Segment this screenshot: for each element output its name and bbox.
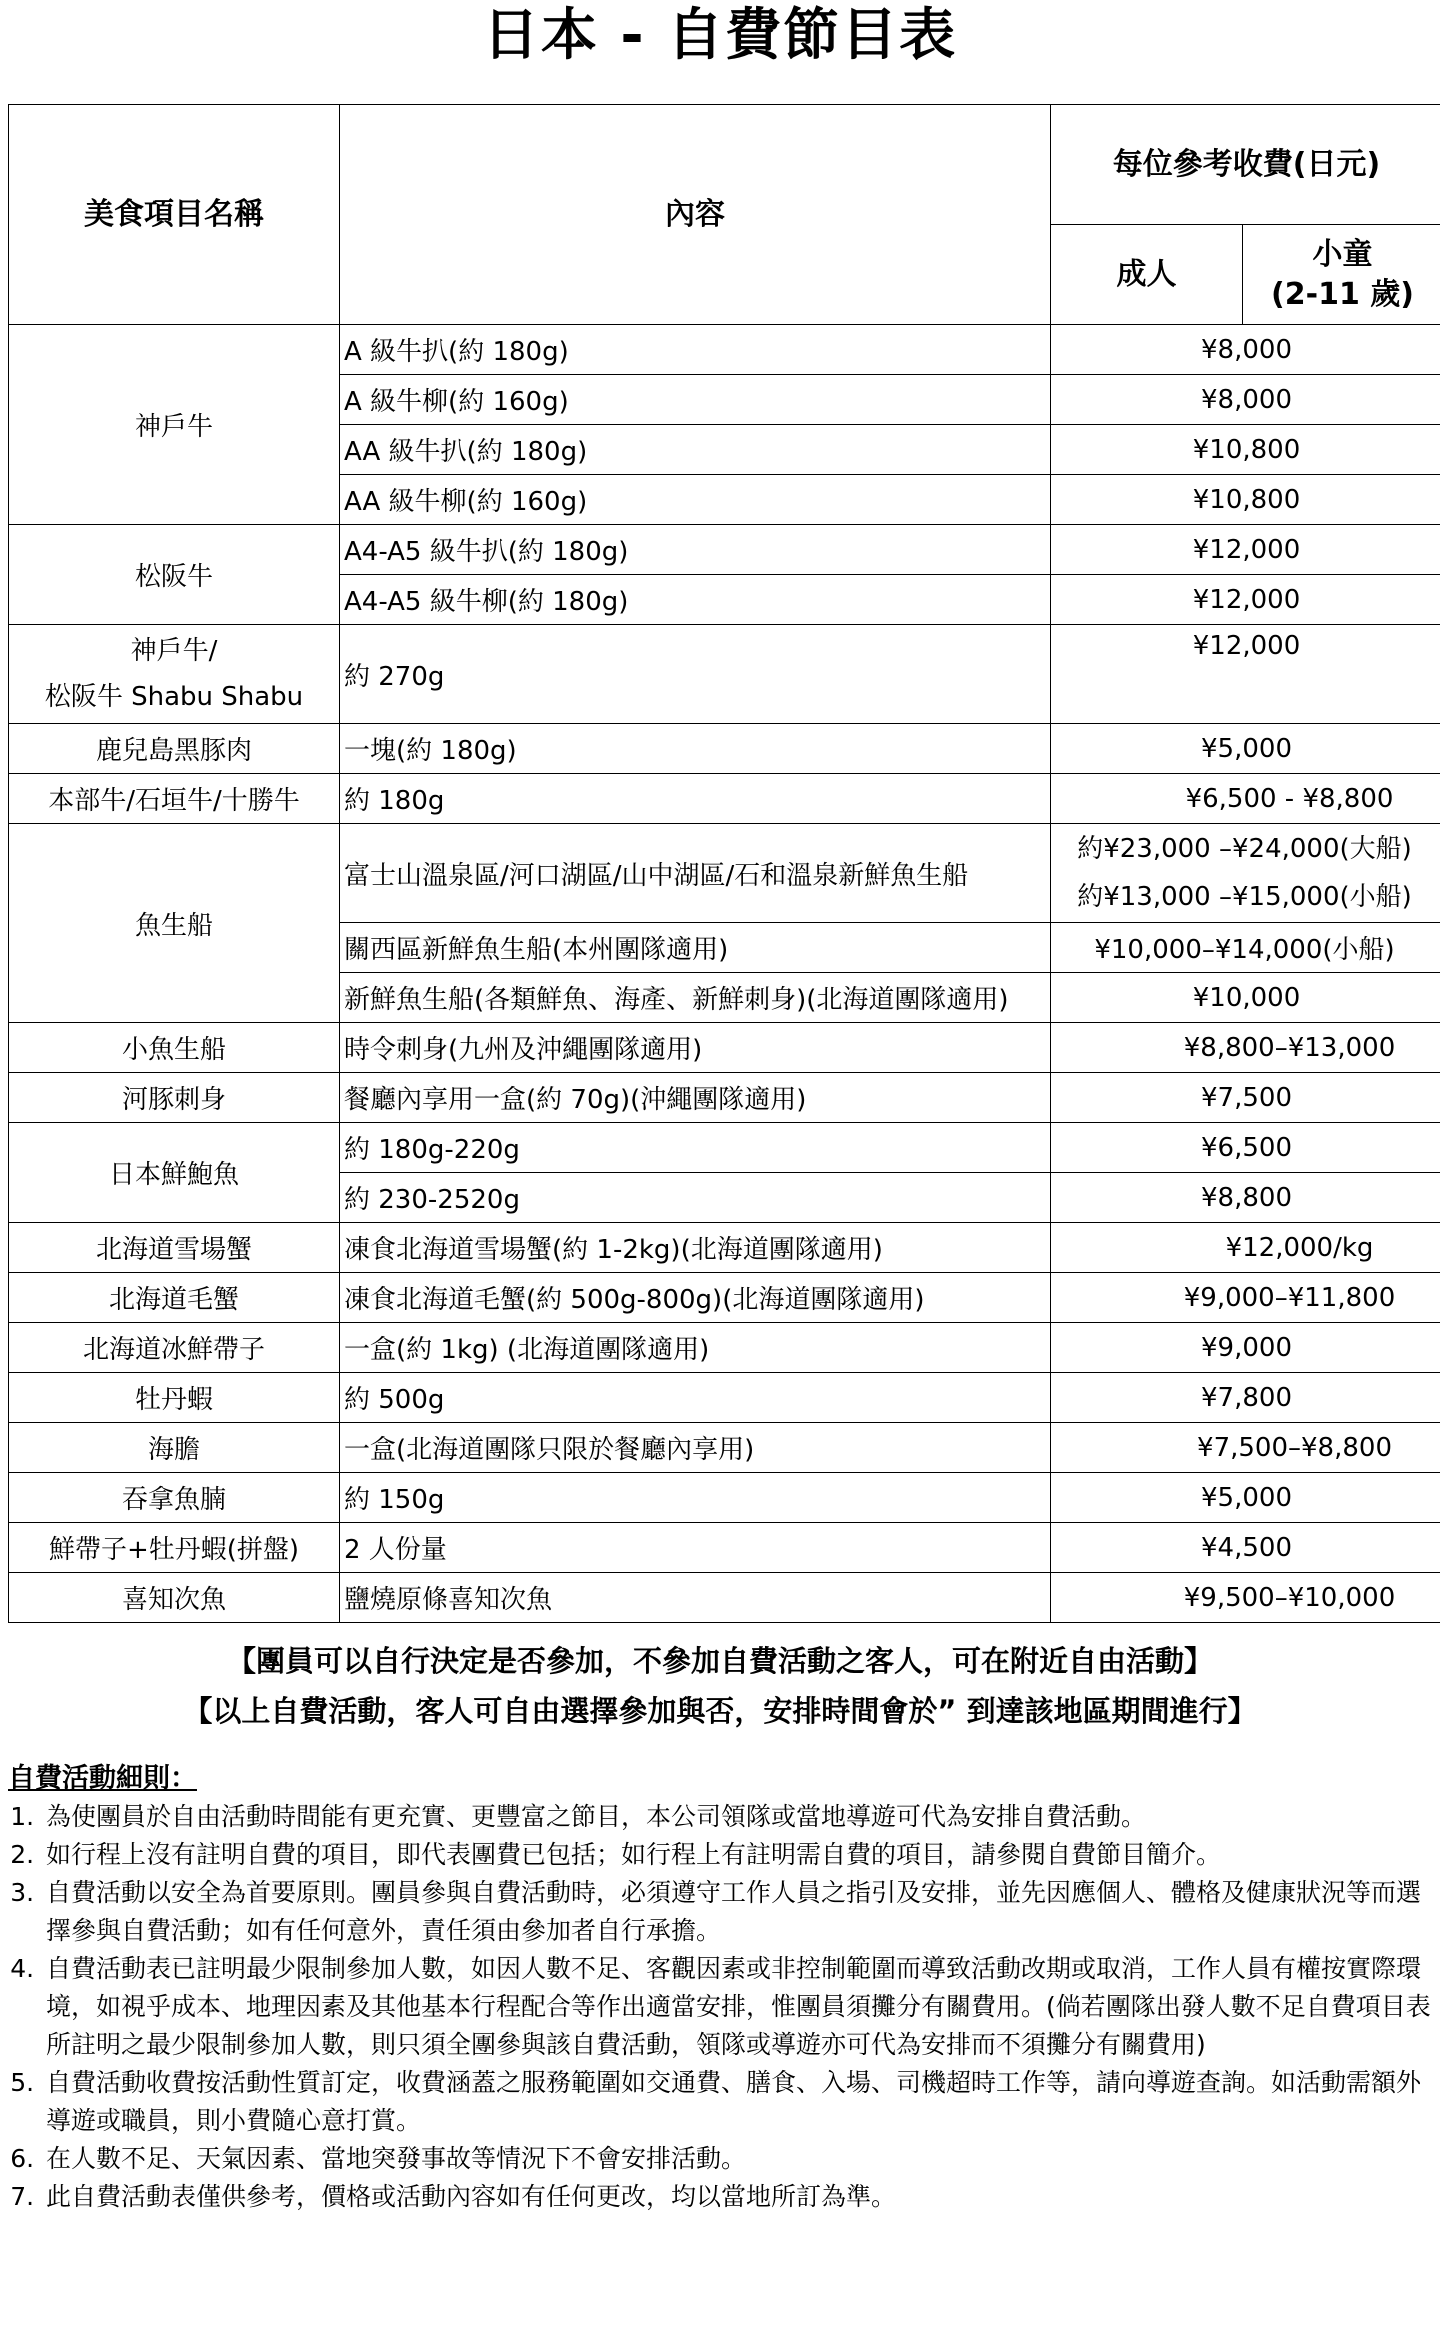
item-content: A4-A5 級牛柳(約 180g) <box>340 575 1051 625</box>
rules-list <box>8 1798 1432 2216</box>
fee-table <box>8 104 1440 1623</box>
item-price: ¥10,800 <box>1051 475 1440 525</box>
table-row <box>9 1523 1440 1573</box>
table-row <box>9 625 1440 724</box>
item-name: 神戶牛 <box>9 325 340 525</box>
item-price: ¥5,000 <box>1051 724 1440 774</box>
rule-item: 4. 自費活動表已註明最少限制參加人數，如因人數不足、客觀因素或非控制範圍而導致活動改期或取消，工作人員有權按實際環境，如視乎成本、地理因素及其他基本行程配合等作出適當安排，惟團員須攤分有關費用。(倘若團隊出發人數不足自費項目表所註明之最少限制參加人數，則只須全團參與該自費活動，領隊或導遊亦可代為安排而不須攤分有關費用) <box>42 1950 1432 2064</box>
item-content: 新鮮魚生船(各類鮮魚、海產、新鮮刺身)(北海道團隊適用) <box>340 973 1051 1023</box>
item-price: ¥12,000/kg <box>1051 1223 1440 1273</box>
item-name: 海膽 <box>9 1423 340 1473</box>
item-content: 一塊(約 180g) <box>340 724 1051 774</box>
item-price: ¥8,800 <box>1051 1173 1440 1223</box>
table-row <box>9 1423 1440 1473</box>
item-price: ¥10,000–¥14,000(小船) <box>1051 923 1440 973</box>
item-content: 餐廳內享用一盒(約 70g)(沖繩團隊適用) <box>340 1073 1051 1123</box>
item-name: 牡丹蝦 <box>9 1373 340 1423</box>
item-price: ¥8,000 <box>1051 325 1440 375</box>
header-child <box>1243 225 1440 325</box>
page-title: 日本 - 自費節目表 <box>482 3 958 68</box>
item-name: 北海道雪場蟹 <box>9 1223 340 1273</box>
item-name: 日本鮮鮑魚 <box>9 1123 340 1223</box>
item-name: 魚生船 <box>9 824 340 1023</box>
table-row <box>9 525 1440 575</box>
item-content: 約 270g <box>340 625 1051 724</box>
table-row <box>9 1323 1440 1373</box>
item-name: 小魚生船 <box>9 1023 340 1073</box>
item-name-line1: 神戶牛/ <box>130 636 218 666</box>
item-price <box>1051 824 1440 923</box>
item-content: 一盒(約 1kg) (北海道團隊適用) <box>340 1323 1051 1373</box>
item-content: 約 500g <box>340 1373 1051 1423</box>
table-row <box>9 1223 1440 1273</box>
item-price: ¥5,000 <box>1051 1473 1440 1523</box>
item-name: 鮮帶子+牡丹蝦(拼盤) <box>9 1523 340 1573</box>
item-content: 一盒(北海道團隊只限於餐廳內享用) <box>340 1423 1051 1473</box>
item-price: ¥9,500–¥10,000 <box>1051 1573 1440 1623</box>
header-child-age: (2-11 歲) <box>1271 276 1414 312</box>
item-price: ¥4,500 <box>1051 1523 1440 1573</box>
table-row <box>9 1023 1440 1073</box>
item-content: 約 150g <box>340 1473 1051 1523</box>
table-row <box>9 1073 1440 1123</box>
item-name-line2: 松阪牛 Shabu Shabu <box>44 682 304 712</box>
item-price: ¥12,000 <box>1051 625 1440 724</box>
item-price: ¥8,800–¥13,000 <box>1051 1023 1440 1073</box>
item-price: ¥7,500 <box>1051 1073 1440 1123</box>
table-row <box>9 1123 1440 1173</box>
table-header-row <box>9 105 1440 225</box>
item-content: 約 180g <box>340 774 1051 824</box>
item-price-line1: 約¥23,000 –¥24,000(大船) <box>1077 834 1412 864</box>
notes-section <box>8 1636 1432 2216</box>
rule-item: 6. 在人數不足、天氣因素、當地突發事故等情況下不會安排活動。 <box>42 2140 1432 2178</box>
item-price-line2: 約¥13,000 –¥15,000(小船) <box>1077 882 1412 912</box>
item-content: 關西區新鮮魚生船(本州團隊適用) <box>340 923 1051 973</box>
table-row <box>9 1573 1440 1623</box>
item-name: 鹿兒島黑豚肉 <box>9 724 340 774</box>
item-content: A4-A5 級牛扒(約 180g) <box>340 525 1051 575</box>
item-name: 河豚刺身 <box>9 1073 340 1123</box>
item-price: ¥8,000 <box>1051 375 1440 425</box>
table-row <box>9 824 1440 923</box>
item-name: 北海道毛蟹 <box>9 1273 340 1323</box>
item-content: 2 人份量 <box>340 1523 1051 1573</box>
item-content: AA 級牛柳(約 160g) <box>340 475 1051 525</box>
header-child-label: 小童 <box>1312 236 1373 272</box>
item-price: ¥12,000 <box>1051 575 1440 625</box>
item-price: ¥7,800 <box>1051 1373 1440 1423</box>
item-price: ¥9,000 <box>1051 1323 1440 1373</box>
header-content: 內容 <box>340 105 1051 325</box>
item-name: 喜知次魚 <box>9 1573 340 1623</box>
item-content: 時令刺身(九州及沖繩團隊適用) <box>340 1023 1051 1073</box>
notice-schedule: 【以上自費活動，客人可自由選擇參加與否，安排時間會於” 到達該地區期間進行】 <box>183 1694 1257 1728</box>
item-price: ¥10,000 <box>1051 973 1440 1023</box>
header-item-name: 美食項目名稱 <box>9 105 340 325</box>
rule-item: 1. 為使團員於自由活動時間能有更充實、更豐富之節目，本公司領隊或當地導遊可代為安排自費活動。 <box>42 1798 1432 1836</box>
header-fee-group: 每位參考收費(日元) <box>1051 105 1440 225</box>
item-name <box>9 625 340 724</box>
table-row <box>9 1273 1440 1323</box>
table-row <box>9 1373 1440 1423</box>
item-price: ¥6,500 <box>1051 1123 1440 1173</box>
table-row <box>9 325 1440 375</box>
table-row <box>9 724 1440 774</box>
header-adult: 成人 <box>1051 225 1243 325</box>
item-content: 約 180g-220g <box>340 1123 1051 1173</box>
rule-item: 3. 自費活動以安全為首要原則。團員參與自費活動時，必須遵守工作人員之指引及安排，並先因應個人、體格及健康狀況等而選擇參與自費活動；如有任何意外，責任須由參加者自行承擔。 <box>42 1874 1432 1950</box>
rules-title: 自費活動細則： <box>8 1763 197 1794</box>
item-name: 北海道冰鮮帶子 <box>9 1323 340 1373</box>
rule-item: 7. 此自費活動表僅供參考，價格或活動內容如有任何更改，均以當地所訂為準。 <box>42 2178 1432 2216</box>
table-row <box>9 774 1440 824</box>
item-content: 富士山溫泉區/河口湖區/山中湖區/石和溫泉新鮮魚生船 <box>340 824 1051 923</box>
item-name: 吞拿魚腩 <box>9 1473 340 1523</box>
item-content: A 級牛柳(約 160g) <box>340 375 1051 425</box>
item-price: ¥7,500–¥8,800 <box>1051 1423 1440 1473</box>
item-content: A 級牛扒(約 180g) <box>340 325 1051 375</box>
item-price: ¥9,000–¥11,800 <box>1051 1273 1440 1323</box>
table-row <box>9 1473 1440 1523</box>
notice-free-choice: 【團員可以自行決定是否參加，不參加自費活動之客人，可在附近自由活動】 <box>226 1644 1213 1678</box>
item-name: 本部牛/石垣牛/十勝牛 <box>9 774 340 824</box>
item-name: 松阪牛 <box>9 525 340 625</box>
item-price: ¥10,800 <box>1051 425 1440 475</box>
item-content: 約 230-2520g <box>340 1173 1051 1223</box>
item-content: 鹽燒原條喜知次魚 <box>340 1573 1051 1623</box>
item-content: 凍食北海道毛蟹(約 500g-800g)(北海道團隊適用) <box>340 1273 1051 1323</box>
item-content: 凍食北海道雪場蟹(約 1-2kg)(北海道團隊適用) <box>340 1223 1051 1273</box>
item-price: ¥6,500 - ¥8,800 <box>1051 774 1440 824</box>
rule-item: 5. 自費活動收費按活動性質訂定，收費涵蓋之服務範圍如交通費、膳食、入場、司機超時工作等，請向導遊查詢。如活動需額外導遊或職員，則小費隨心意打賞。 <box>42 2064 1432 2140</box>
rule-item: 2. 如行程上沒有註明自費的項目，即代表團費已包括；如行程上有註明需自費的項目，請參閱自費節目簡介。 <box>42 1836 1432 1874</box>
item-content: AA 級牛扒(約 180g) <box>340 425 1051 475</box>
item-price: ¥12,000 <box>1051 525 1440 575</box>
